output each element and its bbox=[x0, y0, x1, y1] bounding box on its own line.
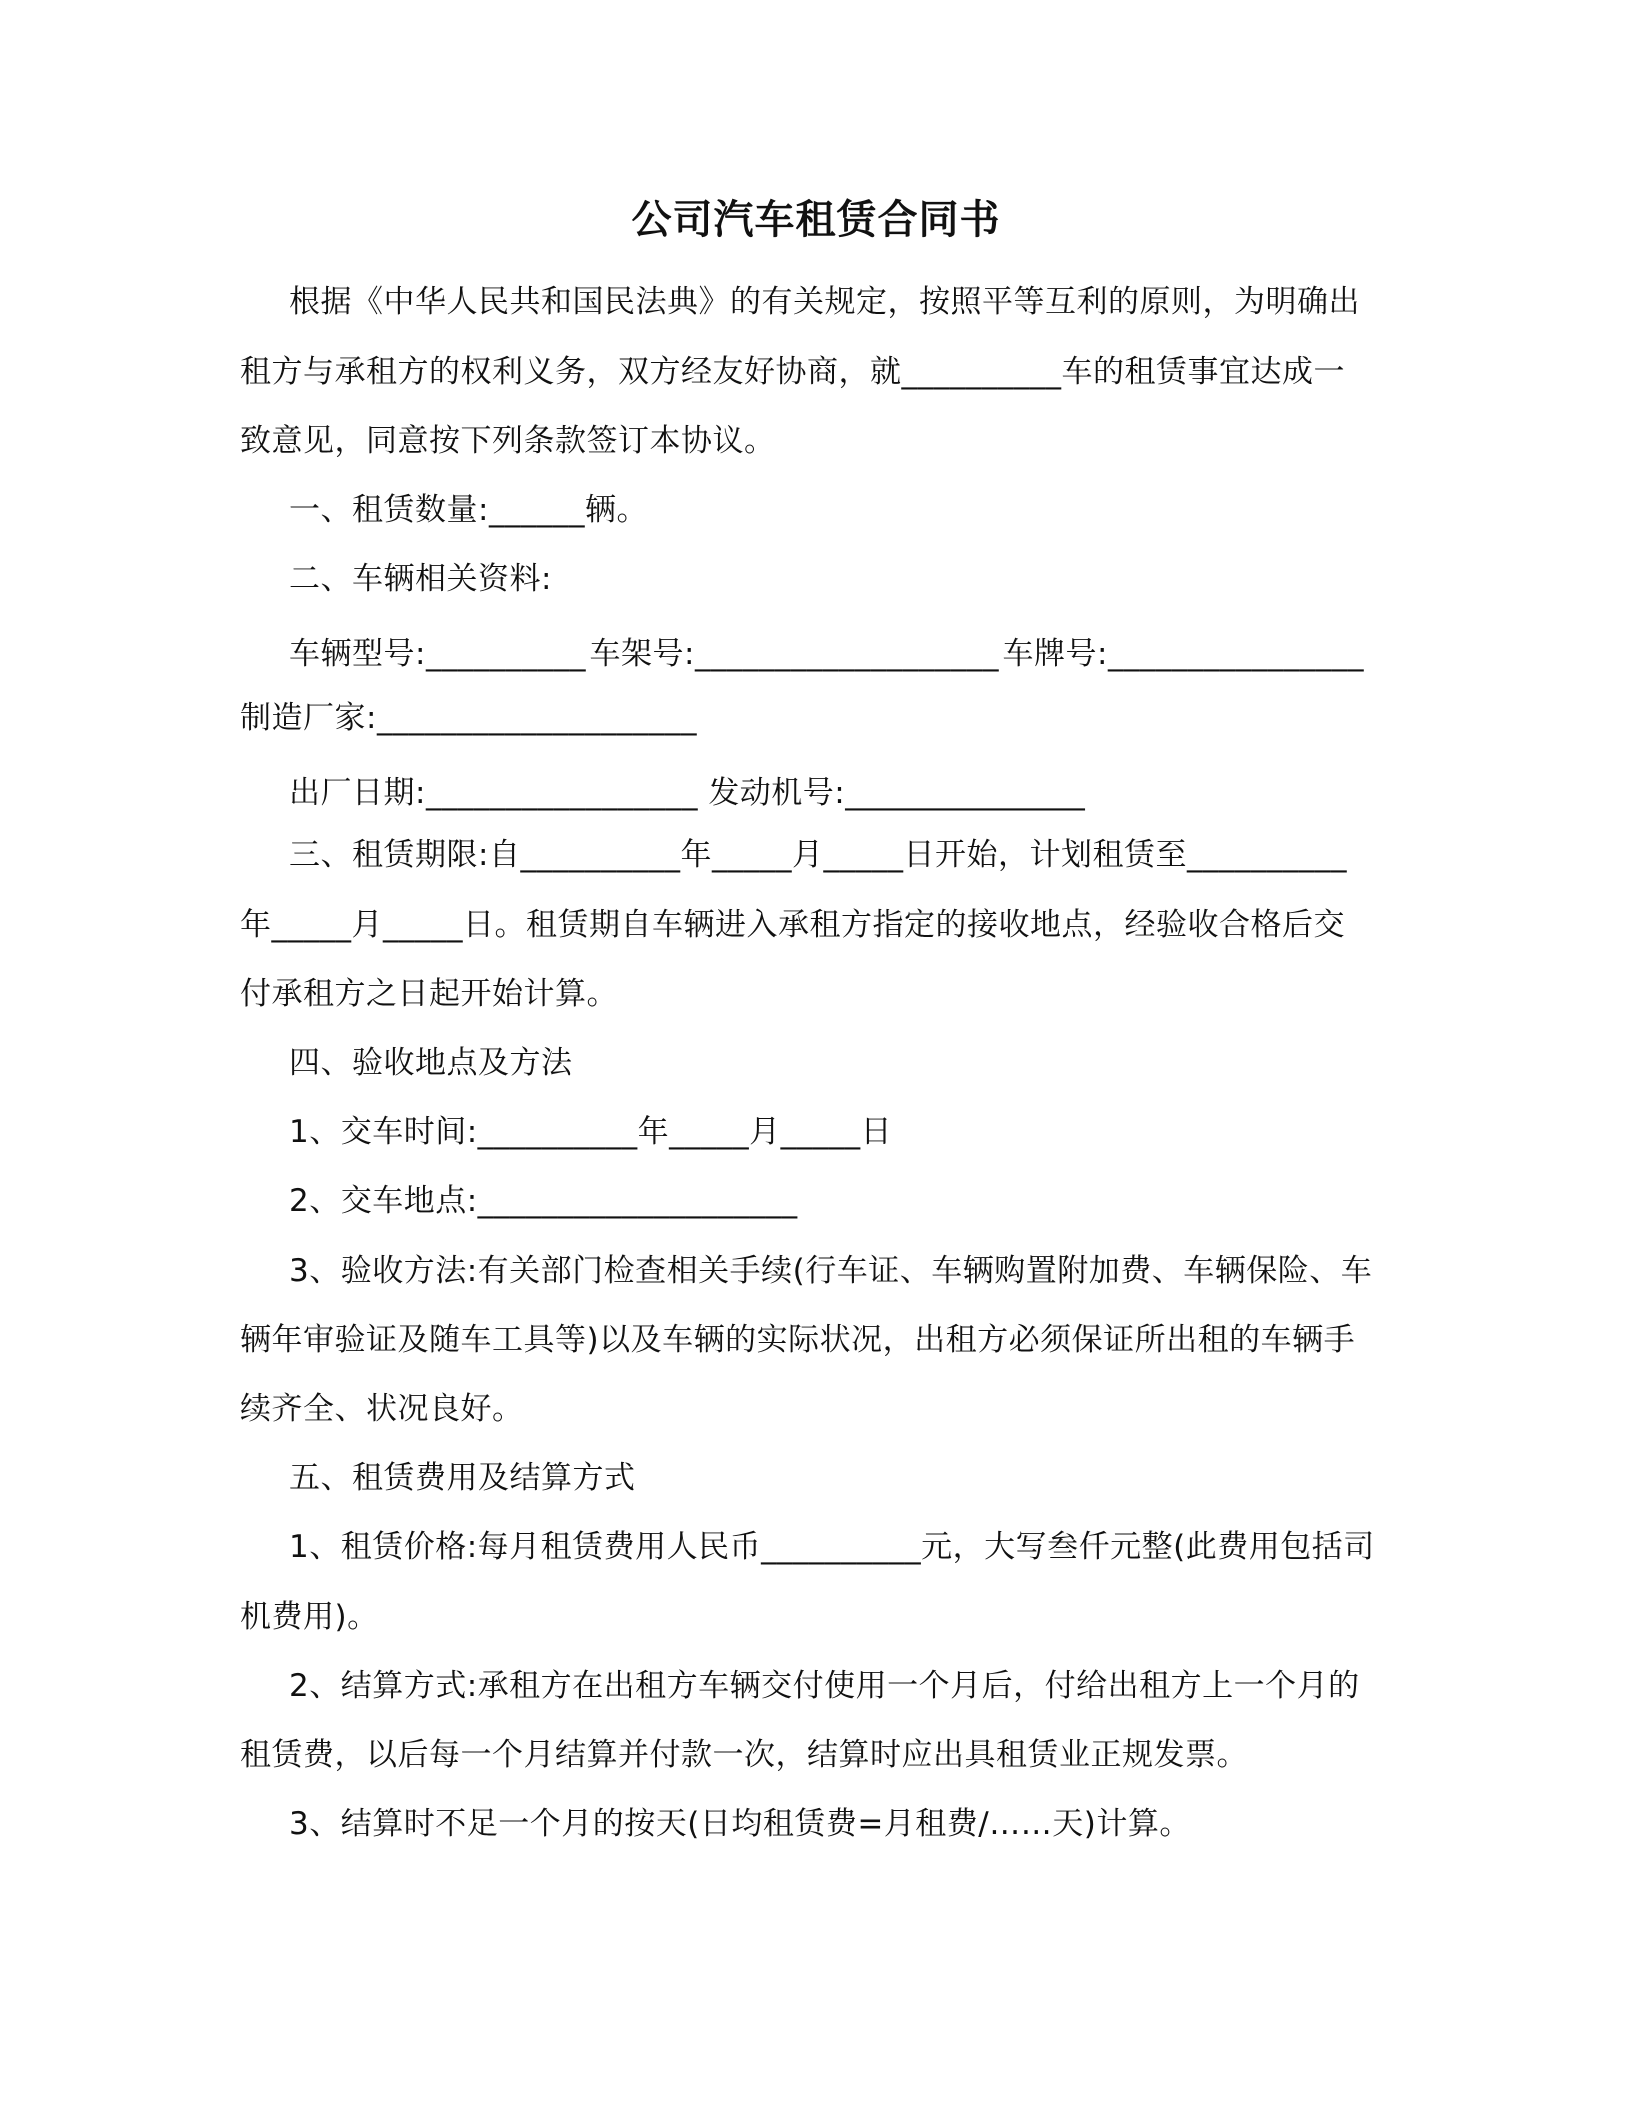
section3-line-3: 付承租方之日起开始计算。 bbox=[240, 976, 618, 1012]
plate-number-field: 车牌号:________________ bbox=[1002, 636, 1364, 672]
section5-item2-line-1: 2、结算方式:承租方在出租方车辆交付使用一个月后，付给出租方上一个月的 bbox=[289, 1668, 1360, 1704]
document-title: 公司汽车租赁合同书 bbox=[631, 197, 1001, 243]
section4-item2-delivery-place: 2、交车地点:____________________ bbox=[289, 1183, 798, 1219]
date-engine-row bbox=[289, 771, 1085, 815]
section4-item1-delivery-time: 1、交车时间:__________年_____月_____日 bbox=[289, 1114, 893, 1150]
intro-line-2: 租方与承租方的权利义务，双方经友好协商，就__________车的租赁事宜达成一 bbox=[240, 354, 1345, 390]
section2-heading: 二、车辆相关资料: bbox=[289, 561, 552, 597]
frame-number-field: 车架号:___________________ bbox=[589, 636, 999, 672]
section5-heading: 五、租赁费用及结算方式 bbox=[289, 1460, 636, 1496]
intro-line-3: 致意见，同意按下列条款签订本协议。 bbox=[240, 423, 776, 459]
engine-number-field: 发动机号:_______________ bbox=[708, 775, 1086, 811]
section5-item1-line-2: 机费用)。 bbox=[240, 1599, 379, 1635]
factory-date-field: 出厂日期:_________________ bbox=[289, 775, 698, 811]
section5-item1-line-1: 1、租赁价格:每月租赁费用人民币__________元，大写叁仟元整(此费用包括司 bbox=[289, 1529, 1375, 1565]
section1-rental-quantity: 一、租赁数量:______辆。 bbox=[289, 492, 648, 528]
section3-line-2: 年_____月_____日。租赁期自车辆进入承租方指定的接收地点，经验收合格后交 bbox=[240, 907, 1345, 943]
vehicle-info-row bbox=[289, 632, 1364, 676]
section4-item3-line-1: 3、验收方法:有关部门检查相关手续(行车证、车辆购置附加费、车辆保险、车 bbox=[289, 1253, 1373, 1289]
section4-heading: 四、验收地点及方法 bbox=[289, 1045, 573, 1081]
section4-item3-line-2: 辆年审验证及随车工具等)以及车辆的实际状况，出租方必须保证所出租的车辆手 bbox=[240, 1322, 1356, 1358]
vehicle-model-field: 车辆型号:__________ bbox=[289, 636, 586, 672]
section5-item2-line-2: 租赁费，以后每一个月结算并付款一次，结算时应出具租赁业正规发票。 bbox=[240, 1737, 1248, 1773]
intro-line-1: 根据《中华人民共和国民法典》的有关规定，按照平等互利的原则，为明确出 bbox=[289, 284, 1360, 320]
section4-item3-line-3: 续齐全、状况良好。 bbox=[240, 1391, 524, 1427]
section3-line-1: 三、租赁期限:自__________年_____月_____日开始，计划租赁至__________ bbox=[289, 837, 1347, 873]
section5-item3: 3、结算时不足一个月的按天(日均租赁费=月租费/……天)计算。 bbox=[289, 1806, 1191, 1842]
manufacturer-field: 制造厂家:____________________ bbox=[240, 700, 697, 736]
